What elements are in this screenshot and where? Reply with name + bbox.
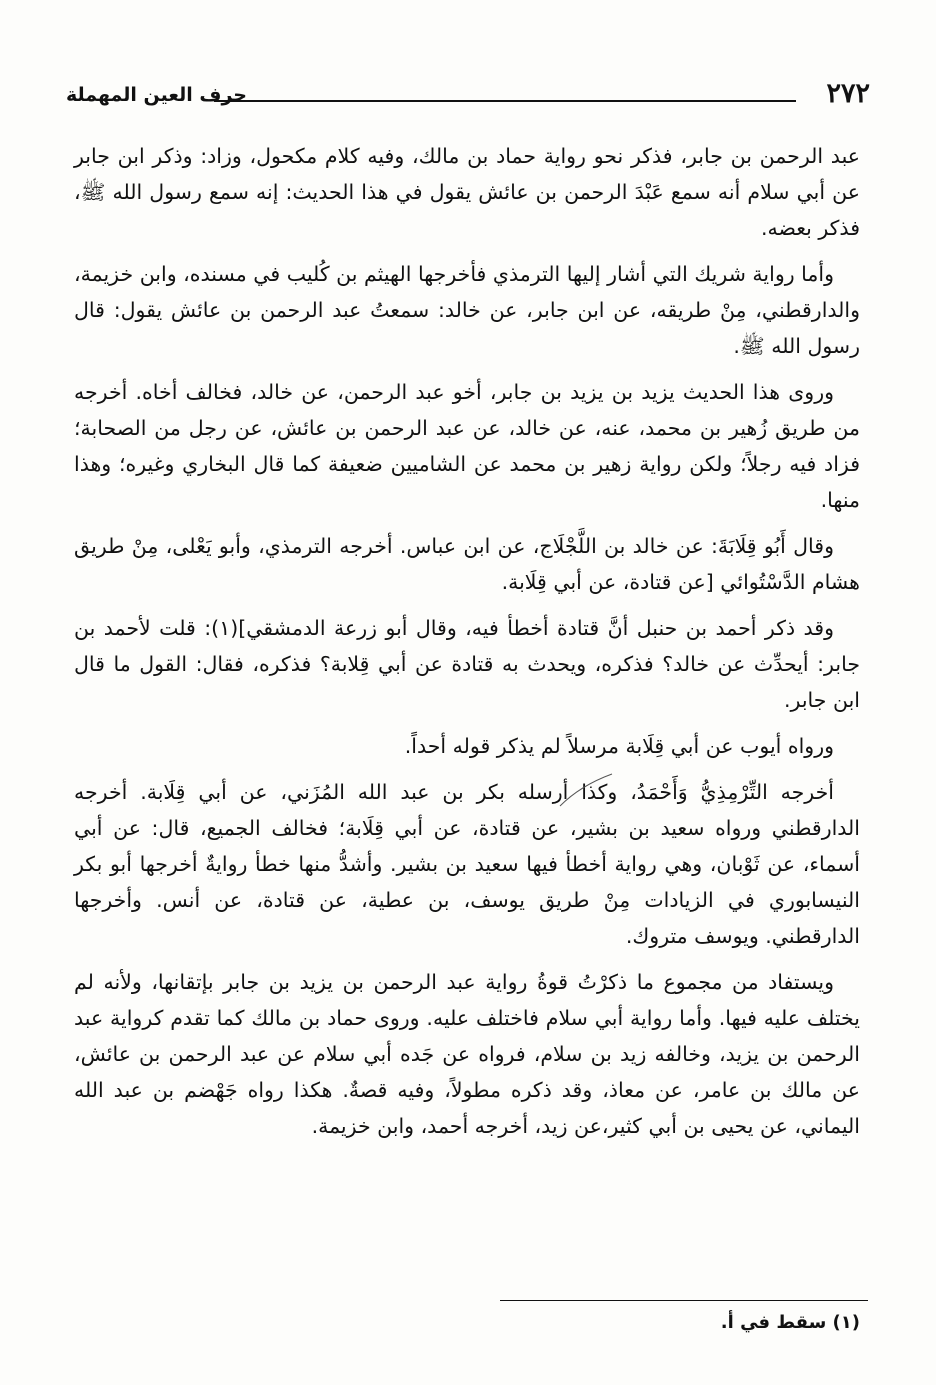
paragraph: وروى هذا الحديث يزيد بن يزيد بن جابر، أخو عبد الرحمن، عن خالد، فخالف أخاه. أخرجه من طريق زُهير بن محمد، عنه، عن خالد، عن عبد الرحمن بن عائش، عن رجل من الصحابة؛ فزاد فيه رجلاً؛ ولكن رواية زهير بن محمد عن الشاميين ضعيفة كما قال البخاري وغيره؛ وهذا منها. <box>74 380 860 512</box>
paragraph: وقال أَبُو قِلَابَةَ: عن خالد بن اللَّجْلَاج، عن ابن عباس. أخرجه الترمذي، وأبو يَعْلى، مِنْ طريق هشام الدَّسْتُوائي [عن قتادة، عن أبي قِلَابة. <box>74 534 860 594</box>
paragraph: ويستفاد من مجموع ما ذكرْتُ قوةُ رواية عبد الرحمن بن يزيد بن جابر بإتقانها، ولأنه لم يختلف عليه فيها. وأما رواية أبي سلام فاختلف عليه. وروى حماد بن مالك كما تقدم كرواية عبد الرحمن بن يزيد، وخالفه زيد بن سلام، فرواه عن جَده أبي سلام عن عبد الرحمن بن عائش، عن مالك بن عامر، عن معاذ، وقد ذكره مطولاً، وفيه قصةٌ. هكذا رواه جَهْضم بن عبد الله اليماني، عن يحيى بن أبي كثير،عن زيد، أخرجه أحمد، وابن خزيمة. <box>74 970 860 1138</box>
paragraph: وأما رواية شريك التي أشار إليها الترمذي فأخرجها الهيثم بن كُليب في مسنده، وابن خزيمة، والدارقطني، مِنْ طريقه، عن ابن جابر، عن خالد: سمعتُ عبد الرحمن بن عائش يقول: قال رسول الله ﷺ. <box>74 262 860 358</box>
footnote-rule <box>500 1300 868 1301</box>
paragraph: أخرجه التِّرْمِذِيُّ وَأَحْمَدُ، وكذا أرسله بكر بن عبد الله المُزَني، عن أبي قِلَابة. أخرجه الدارقطني ورواه سعيد بن بشير، عن قتادة، عن أبي قِلَابة؛ فخالف الجميع، قال: عن أبي أسماء، عن ثَوْبان، وهي رواية أخطأ فيها سعيد بن بشير. وأشدُّ منها خطأ روايةٌ أخرجها أبو بكر النيسابوري في الزيادات مِنْ طريق يوسف، بن عطية، عن قتادة، عن أنس. وأخرجها الدارقطني. ويوسف متروك. <box>74 780 860 948</box>
running-title: حرف العين المهملة <box>66 84 247 106</box>
footnote: (١) سقط في أ. <box>720 1312 860 1333</box>
pen-mark <box>556 770 616 810</box>
page-header <box>66 78 870 118</box>
body-text <box>74 138 860 1154</box>
paragraph: ورواه أيوب عن أبي قِلَابة مرسلاً لم يذكر قوله أحداً. <box>404 734 834 758</box>
paragraph: وقد ذكر أحمد بن حنبل أنَّ قتادة أخطأ فيه، وقال أبو زرعة الدمشقي](١): قلت لأحمد بن جابر: أيحدِّث عن خالد؟ فذكره، ويحدث به قتادة عن أبي قِلابة؟ فذكره، فقال: القول ما قال ابن جابر. <box>74 616 860 712</box>
paragraph: عبد الرحمن بن جابر، فذكر نحو رواية حماد بن مالك، وفيه كلام مكحول، وزاد: وذكر ابن جابر عن أبي سلام أنه سمع عَبْدَ الرحمن بن عائش يقول في هذا الحديث: إنه سمع رسول الله ﷺ، فذكر بعضه. <box>74 144 860 240</box>
header-rule <box>214 100 796 102</box>
page-number: ٢٧٢ <box>826 78 870 109</box>
